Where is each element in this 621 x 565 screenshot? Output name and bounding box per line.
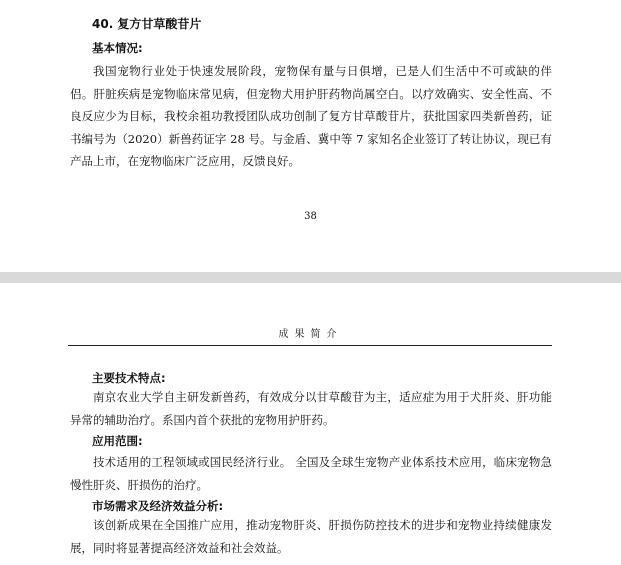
- page-number: 38: [304, 211, 317, 222]
- basic-info-heading: 基本情况:: [92, 41, 143, 55]
- tech-features-paragraph: 南京农业大学自主研发新兽药，有效成分以甘草酸苷为主，适应症为用于犬肝炎、肝功能异常的辅助治疗。系国内首个获批的宠物用护肝药。: [70, 390, 552, 427]
- document-page-top: [0, 0, 621, 272]
- document-page-bottom: [0, 283, 621, 565]
- header-rule: [68, 345, 552, 346]
- market-analysis-paragraph: 该创新成果在全国推广应用，推动宠物肝炎、肝损伤防控技术的进步和宠物业持续健康发展，同时将显著提高经济效益和社会效益。: [70, 518, 552, 555]
- tech-features-heading: 主要技术特点:: [92, 371, 166, 385]
- basic-info-paragraph: 我国宠物行业处于快速发展阶段，宠物保有量与日俱增，已是人们生活中不可或缺的伴侣。肝脏疾病是宠物临床常见病，但宠物犬用护肝药物尚属空白。以疗效确实、安全性高、不良反应少为目标，我校余祖功教授团队成功创制了复方甘草酸苷片，获批国家四类新兽药，证书编号为（2020）新兽药证字 28 号。与金盾、冀中等 7 家知名企业签订了转让协议，现已有产品上市，在宠物临床广泛应用，反馈良好。: [70, 64, 552, 168]
- scope-heading: 应用范围:: [92, 434, 143, 448]
- item-title: 40. 复方甘草酸苷片: [92, 17, 202, 31]
- scope-paragraph: 技术适用的工程领域或国民经济行业。 全国及全球生宠物产业体系技术应用，临床宠物急慢性肝炎、肝损伤的治疗。: [70, 455, 552, 492]
- market-analysis-heading: 市场需求及经济效益分析:: [92, 499, 224, 513]
- running-head: 成果简介: [278, 329, 343, 340]
- page-separator: [0, 272, 621, 283]
